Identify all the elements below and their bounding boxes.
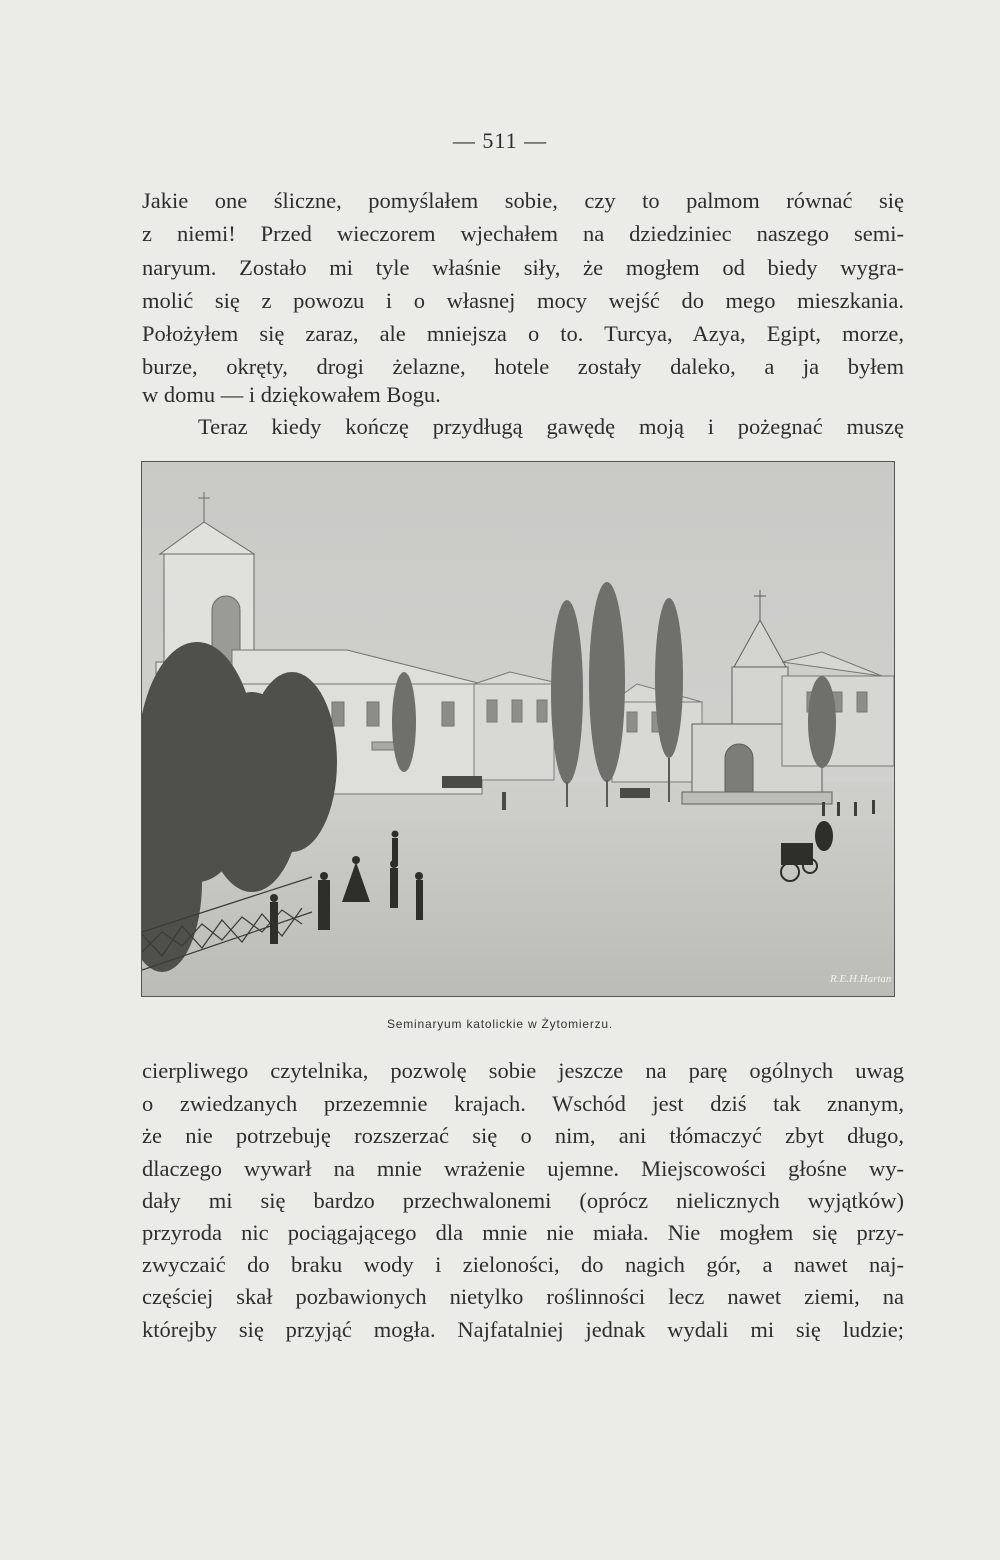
text-line: częściej skał pozbawionych nietylko roślinności lecz nawet ziemi, na: [142, 1284, 904, 1309]
text-line: którejby się przyjąć mogła. Najfatalniej jednak wydali mi się ludzie;: [142, 1317, 904, 1342]
text-line: molić się z powozu i o własnej mocy wejść do mego mieszkania.: [142, 288, 904, 313]
illustration-caption: Seminaryum katolickie w Żytomierzu.: [386, 1017, 614, 1031]
text-line: przyroda nic pociągającego dla mnie nie miała. Nie mogłem się przy-: [142, 1220, 904, 1245]
text-line: dlaczego wywarł na mnie wrażenie ujemne. Miejscowości głośne wy-: [142, 1156, 904, 1181]
text-line: Jakie one śliczne, pomyślałem sobie, czy to palmom równać się: [142, 188, 904, 213]
text-line: dały mi się bardzo przechwalonemi (oprócz nielicznych wyjątków): [142, 1188, 904, 1213]
text-line: Teraz kiedy kończę przydługą gawędę moją i pożegnać muszę: [198, 414, 904, 439]
text-line: o zwiedzanych przezemnie krajach. Wschód jest dziś tak znanym,: [142, 1091, 904, 1116]
text-line: zwyczaić do braku wody i zieloności, do nagich gór, a nawet naj-: [142, 1252, 904, 1277]
engraver-signature: R.E.H.Hartan: [830, 973, 892, 985]
text-line: naryum. Zostało mi tyle właśnie siły, że mogłem od biedy wygra-: [142, 255, 904, 280]
text-line: z niemi! Przed wieczorem wjechałem na dziedziniec naszego semi-: [142, 221, 904, 246]
page-number: — 511 —: [452, 128, 548, 153]
text-line: burze, okręty, drogi żelazne, hotele zostały daleko, a ja byłem: [142, 354, 904, 379]
text-line: cierpliwego czytelnika, pozwolę sobie jeszcze na parę ogólnych uwag: [142, 1058, 904, 1083]
text-line: że nie potrzebuję rozszerzać się o nim, ani tłómaczyć zbyt długo,: [142, 1123, 904, 1148]
illustration-seminary-square: [141, 461, 895, 997]
text-line: w domu — i dziękowałem Bogu.: [142, 382, 441, 407]
text-line: Położyłem się zaraz, ale mniejsza o to. Turcya, Azya, Egipt, morze,: [142, 321, 904, 346]
